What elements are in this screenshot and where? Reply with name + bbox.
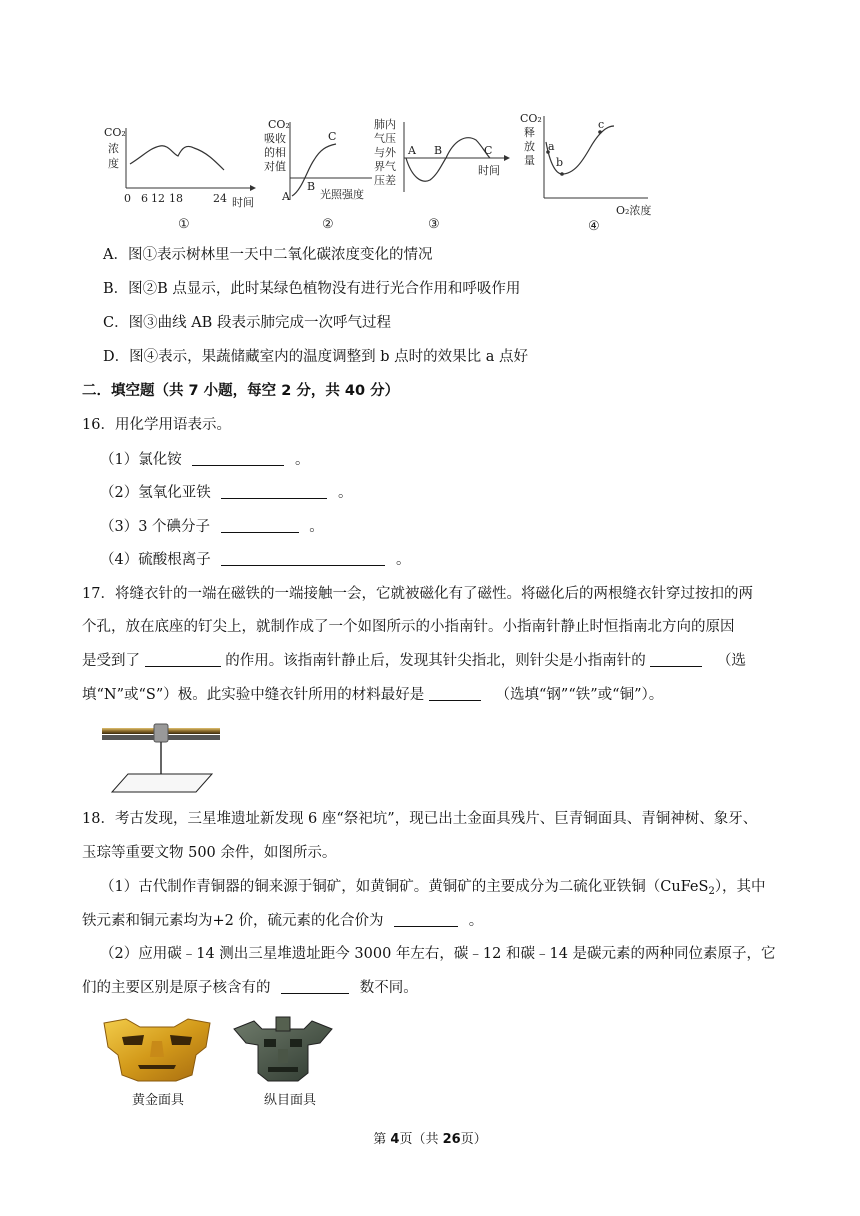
graph-4-ylabel-co2: CO₂ bbox=[520, 112, 542, 125]
graph-1-tick-0: 0 bbox=[124, 192, 131, 205]
bronze-mask-image bbox=[232, 1015, 334, 1083]
q18-part-1-b: 铁元素和铜元素均为+2 价，硫元素的化合价为 bbox=[82, 913, 384, 929]
q16-item-4-blank[interactable] bbox=[221, 551, 385, 566]
graph-1-tick-24: 24 bbox=[213, 192, 227, 205]
graph-1-tick-12: 12 bbox=[151, 192, 165, 205]
graph-3-ylabel-5: 压差 bbox=[374, 174, 396, 187]
graph-3-ylabel-2: 气压 bbox=[374, 132, 396, 145]
q16-item-2 bbox=[100, 483, 352, 503]
graph-4-xlabel: O₂浓度 bbox=[616, 204, 652, 217]
q17-line-3 bbox=[82, 651, 746, 671]
q17-blank-2[interactable] bbox=[650, 652, 702, 667]
graph-3 bbox=[372, 114, 512, 235]
q16-item-4-label: （4）硫酸根离子 bbox=[100, 552, 211, 568]
graph-3-point-b: B bbox=[434, 144, 443, 157]
q16-item-4-end: 。 bbox=[395, 552, 411, 568]
graph-4-ylabel-4: 量 bbox=[524, 154, 535, 167]
graph-2-ylabel-2: 吸收 bbox=[264, 132, 286, 145]
graph-2 bbox=[262, 110, 382, 235]
q16-item-3-end: 。 bbox=[309, 519, 324, 535]
q16-item-3-blank[interactable] bbox=[221, 518, 299, 533]
q18-blank-1[interactable] bbox=[394, 912, 458, 927]
q18-part-1-line-2 bbox=[82, 911, 483, 931]
graph-1-xlabel: 时间 bbox=[232, 196, 254, 209]
q17-blank-3[interactable] bbox=[429, 686, 481, 701]
gold-mask-caption: 黄金面具 bbox=[132, 1093, 185, 1108]
graph-4-ylabel-2: 释 bbox=[524, 126, 535, 139]
graph-1-ylabel-3: 度 bbox=[108, 157, 119, 170]
graph-3-caption: ③ bbox=[428, 217, 440, 232]
q15-option-d: D．图④表示，果蔬储藏室内的温度调整到 b 点时的效果比 a 点好 bbox=[103, 349, 528, 365]
compass-figure bbox=[100, 718, 226, 796]
graph-3-ylabel-4: 界气 bbox=[374, 160, 396, 173]
graph-2-ylabel-co2: CO₂ bbox=[268, 118, 290, 131]
q18-part-1-sub: 2 bbox=[708, 886, 715, 897]
q17-line-4-b: （选填“钢”“铁”或“铜”）。 bbox=[495, 687, 664, 703]
q15-option-a: A．图①表示树林里一天中二氧化碳浓度变化的情况 bbox=[103, 247, 433, 263]
graph-4-caption: ④ bbox=[588, 219, 600, 234]
section-2-title: 二．填空题（共 7 小题，每空 2 分，共 40 分） bbox=[82, 383, 400, 399]
q16-item-3-label: （3）3 个碘分子 bbox=[100, 519, 211, 535]
q18-part-1-line-1 bbox=[100, 877, 766, 902]
graph-2-point-a: A bbox=[282, 190, 290, 203]
q18-part-2-b: 们的主要区别是原子核含有的 bbox=[82, 980, 271, 996]
q16-stem: 16．用化学用语表示。 bbox=[82, 417, 231, 433]
q16-item-3 bbox=[100, 517, 324, 537]
graph-3-xlabel: 时间 bbox=[478, 164, 500, 177]
q16-item-2-blank[interactable] bbox=[221, 484, 327, 499]
graph-2-ylabel-4: 对值 bbox=[264, 160, 286, 173]
graph-4-ylabel-3: 放 bbox=[524, 140, 535, 153]
graph-2-caption: ② bbox=[322, 217, 334, 232]
q15-option-c: C．图③曲线 AB 段表示肺完成一次呼气过程 bbox=[103, 315, 391, 331]
graph-2-point-c: C bbox=[328, 130, 337, 143]
q18-part-2-b-end: 数不同。 bbox=[359, 980, 418, 996]
footer-total-pages: 26 bbox=[442, 1132, 461, 1147]
graph-3-ylabel-3: 与外 bbox=[374, 146, 396, 159]
graph-2-xlabel: 光照强度 bbox=[320, 188, 364, 201]
q16-item-1-end: 。 bbox=[294, 452, 310, 468]
graph-3-point-a: A bbox=[408, 144, 416, 157]
graph-4-point-c: c bbox=[598, 118, 605, 131]
snap-button bbox=[154, 724, 168, 742]
graph-1-caption: ① bbox=[178, 217, 190, 232]
graph-1-ylabel-2: 浓 bbox=[108, 142, 119, 155]
page-footer bbox=[0, 1128, 860, 1147]
footer-page-number: 4 bbox=[390, 1132, 400, 1147]
graph-1-tick-18: 18 bbox=[169, 192, 183, 205]
gold-mask-image bbox=[100, 1015, 214, 1083]
graph-1 bbox=[98, 120, 268, 235]
q17-line-4 bbox=[82, 685, 663, 705]
footer-mid: 页（共 bbox=[399, 1132, 443, 1147]
q18-part-2-line-1: （2）应用碳﹣14 测出三星堆遗址距今 3000 年左右，碳﹣12 和碳﹣14 是碳元素的两种同位素原子，它 bbox=[100, 946, 776, 962]
footer-pre: 第 bbox=[373, 1132, 391, 1147]
graph-2-ylabel-3: 的相 bbox=[264, 146, 286, 159]
q16-item-1-label: （1）氯化铵 bbox=[100, 452, 182, 468]
bronze-mask-caption: 纵目面具 bbox=[264, 1093, 317, 1108]
footer-post: 页） bbox=[460, 1132, 487, 1147]
q17-blank-1[interactable] bbox=[145, 652, 221, 667]
graph-4 bbox=[518, 108, 668, 235]
q15-option-b: B．图②B 点显示，此时某绿色植物没有进行光合作用和呼吸作用 bbox=[103, 281, 521, 297]
q16-item-1 bbox=[100, 450, 309, 470]
graph-3-point-c: C bbox=[484, 144, 493, 157]
graph-2-point-b: B bbox=[307, 180, 316, 193]
q17-line-3-b: 的作用。该指南针静止后，发现其针尖指北，则针尖是小指南针的 bbox=[225, 653, 646, 669]
q16-item-4 bbox=[100, 550, 410, 570]
q18-blank-2[interactable] bbox=[281, 979, 349, 994]
q17-line-4-a: 填“N”或“S”）极。此实验中缝衣针所用的材料最好是 bbox=[82, 687, 425, 703]
graph-1-tick-6: 6 bbox=[141, 192, 148, 205]
q17-line-3-c: （选 bbox=[716, 653, 746, 669]
base-board bbox=[112, 774, 212, 792]
graph-3-ylabel-1: 肺内 bbox=[374, 118, 396, 131]
graph-4-point-b: b bbox=[556, 156, 564, 169]
graph-4-point-a: a bbox=[548, 140, 555, 153]
q18-part-1-b-end: 。 bbox=[468, 913, 484, 929]
q18-part-1-a-end: ），其中 bbox=[714, 879, 766, 895]
q16-item-1-blank[interactable] bbox=[192, 451, 284, 466]
q17-line-3-a: 是受到了 bbox=[82, 653, 140, 669]
q17-line-2: 个孔，放在底座的钉尖上，就制作成了一个如图所示的小指南针。小指南针静止时恒指南北方向的原因 bbox=[82, 619, 735, 635]
graph-1-ylabel-co2: CO₂ bbox=[104, 126, 126, 139]
q16-item-2-end: 。 bbox=[337, 485, 353, 501]
q17-line-1: 17．将缝衣针的一端在磁铁的一端接触一会，它就被磁化有了磁性。将磁化后的两根缝衣针穿过按扣的两 bbox=[82, 586, 753, 602]
q16-item-2-label: （2）氢氧化亚铁 bbox=[100, 485, 211, 501]
q18-part-1-a: （1）古代制作青铜器的铜来源于铜矿，如黄铜矿。黄铜矿的主要成分为二硫化亚铁铜（CuFeS bbox=[100, 879, 709, 895]
q18-line-2: 玉琮等重要文物 500 余件，如图所示。 bbox=[82, 845, 337, 861]
q18-part-2-line-2 bbox=[82, 978, 418, 998]
q18-line-1: 18．考古发现，三星堆遗址新发现 6 座“祭祀坑”，现已出土金面具残片、巨青铜面具、青铜神树、象牙、 bbox=[82, 811, 758, 827]
